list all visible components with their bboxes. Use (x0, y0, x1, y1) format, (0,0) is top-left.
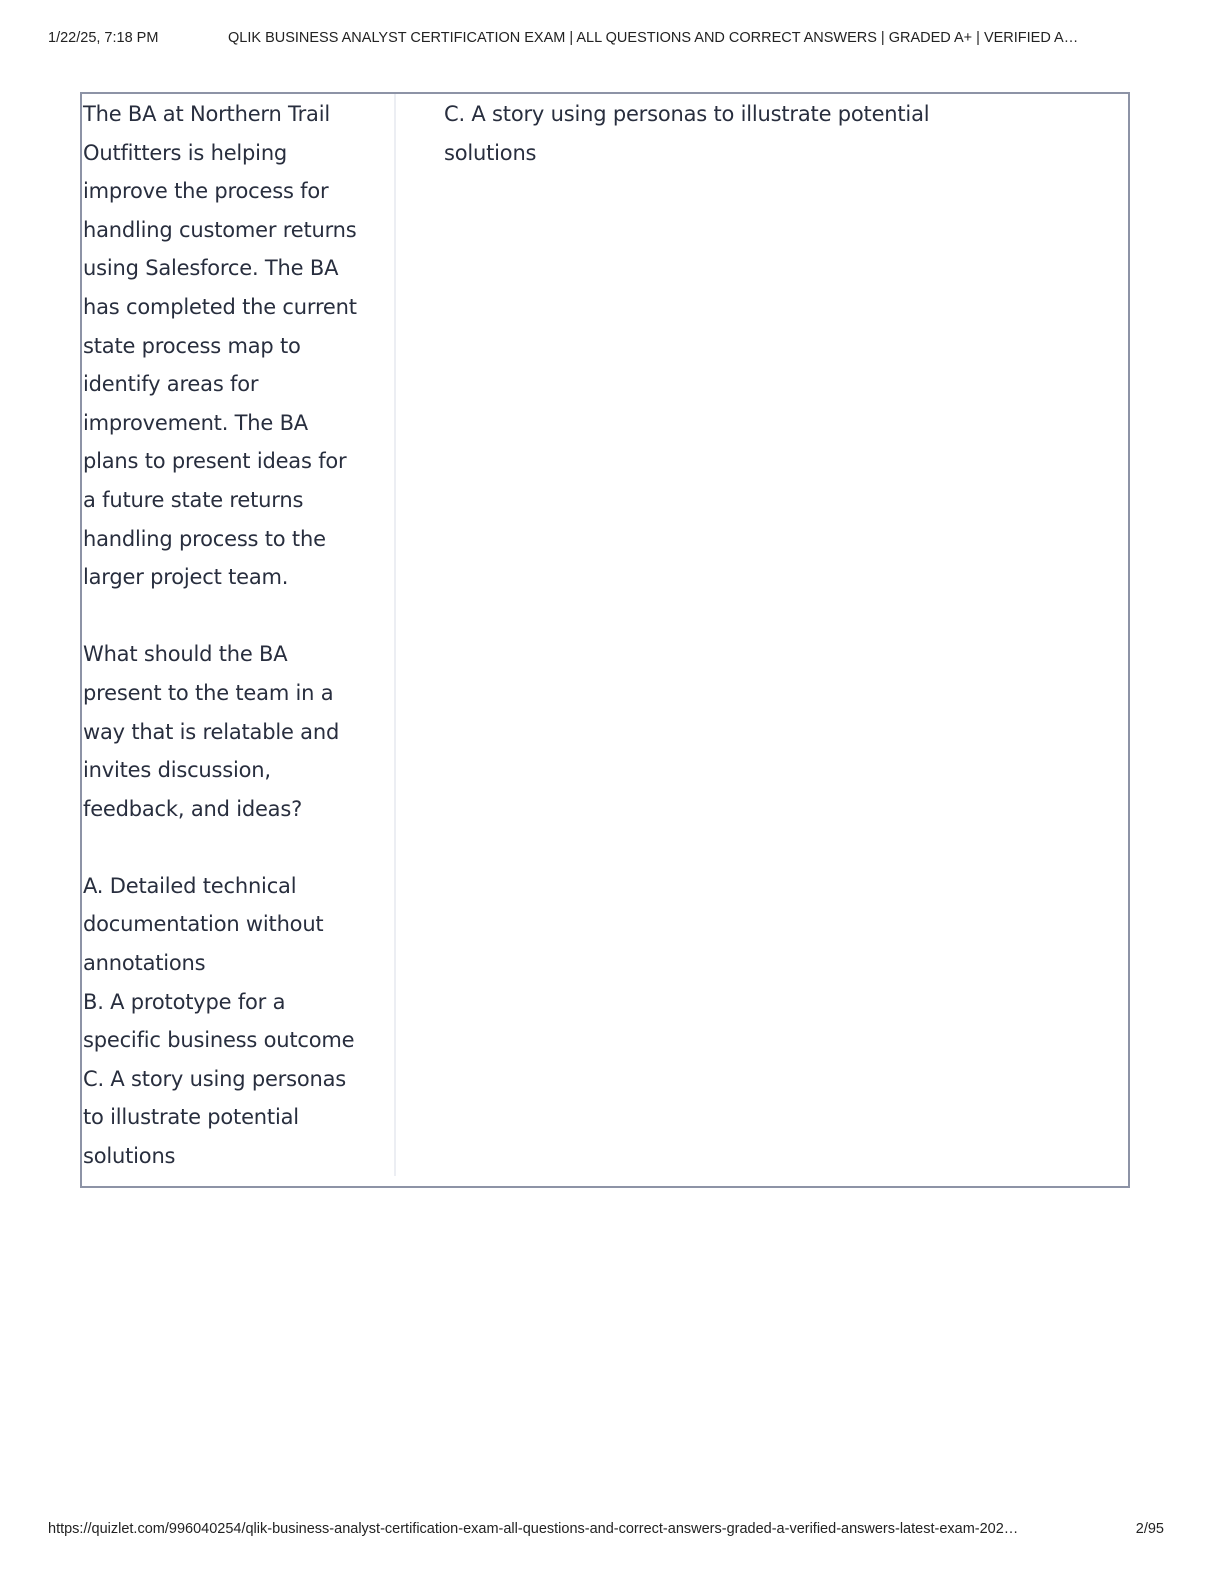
print-url: https://quizlet.com/996040254/qlik-business-analyst-certification-exam-all-questions-and-correct-answers-graded-a-verified-answers-latest-exam-202… (48, 1521, 1019, 1537)
print-datetime: 1/22/25, 7:18 PM (48, 30, 159, 46)
flashcard-definition: C. A story using personas to illustrate potential solutions (444, 102, 930, 165)
print-footer (48, 1521, 1178, 1541)
print-page-number: 2/95 (1135, 1521, 1164, 1537)
print-header (48, 30, 1178, 50)
print-page-title: QLIK BUSINESS ANALYST CERTIFICATION EXAM | ALL QUESTIONS AND CORRECT ANSWERS | GRADED A+ | VERIFIED A… (228, 30, 1079, 46)
flashcard-term: The BA at Northern Trail Outfitters is helping improve the process for handling customer returns using Salesforce. The BA has completed the current state process map to identify areas for improvement. The BA plans to present ideas for a future state returns handling process to the larger project team. What should the BA present to the team in a way that is relatable and invites discussion, feedback, and ideas? A. Detailed technical documentation without annotations B. A prototype for a specific business outcome C. A story using personas to illustrate potential solutions (83, 102, 357, 1169)
flashcard-term-column (82, 94, 396, 1176)
flashcard (80, 92, 1130, 1188)
